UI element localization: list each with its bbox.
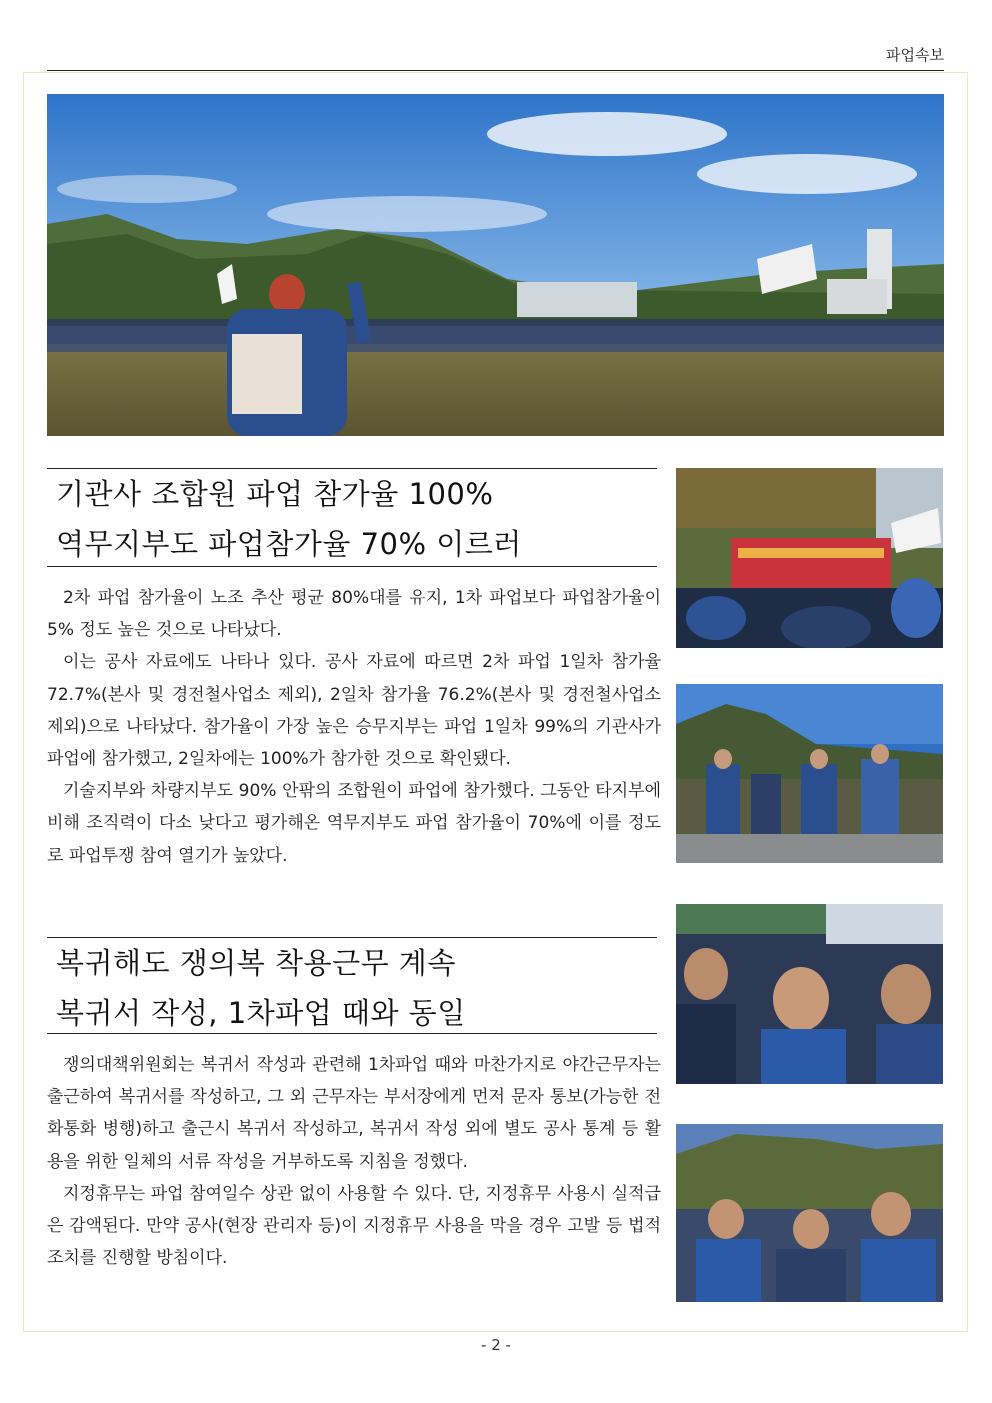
article2-paragraph: 지정휴무는 파업 참여일수 상관 없이 사용할 수 있다. 단, 지정휴무 사용시 실적급은 감액된다. 만약 공사(현장 관리자 등)이 지정휴무 사용을 막을 경우 고발 등 법적 조치를 진행할 방침이다.	[47, 1183, 661, 1269]
crowd-cheering-photo	[676, 904, 943, 1084]
article2-headline-line2: 복귀서 작성, 1차파업 때와 동일	[56, 996, 466, 1030]
page-number: - 2 -	[481, 1336, 511, 1354]
article1-headline	[47, 468, 657, 567]
article2-body	[47, 1049, 661, 1274]
hero-rally-photo	[47, 94, 944, 436]
article1-headline-line2: 역무지부도 파업참가율 70% 이르러	[56, 527, 522, 561]
article1-body	[47, 582, 661, 872]
workers-shouting-photo	[676, 1124, 943, 1302]
article1-paragraph: 이는 공사 자료에도 나타나 있다. 공사 자료에 따르면 2차 파업 1일차 참가율 72.7%(본사 및 경전철사업소 제외), 2일차 참가율 76.2%(본사 및 경전철사업소 제외)으로 나타났다. 참가율이 가장 높은 승무지부는 파업 1일차 99%의 기관사가 파업에 참가했고, 2일차에는 100%가 참가한 것으로 확인됐다.	[47, 652, 661, 770]
workers-chanting-photo	[676, 684, 943, 863]
article1-headline-line1: 기관사 조합원 파업 참가율 100%	[56, 477, 494, 511]
header-rule	[47, 70, 944, 71]
article1-paragraph: 기술지부와 차량지부도 90% 안팎의 조합원이 파업에 참가했다. 그동안 타지부에 비해 조직력이 다소 낮다고 평가해온 역무지부도 파업 참가율이 70%에 이를 정도로 파업투쟁 참여 열기가 높았다.	[47, 781, 661, 866]
article1-paragraph: 2차 파업 참가율이 노조 추산 평균 80%대를 유지, 1차 파업보다 파업참가율이 5% 정도 높은 것으로 나타났다.	[47, 588, 661, 641]
article2-headline-line1: 복귀해도 쟁의복 착용근무 계속	[56, 946, 456, 980]
article2-headline	[47, 937, 657, 1034]
article2-paragraph: 쟁의대책위원회는 복귀서 작성과 관련해 1차파업 때와 마찬가지로 야간근무자는 출근하여 복귀서를 작성하고, 그 외 근무자는 부서장에게 먼저 문자 통보(가능한 전화통화 병행)하고 출근시 복귀서 작성하고, 복귀서 작성 외에 별도 공사 통계 등 활용을 위한 일체의 서류 작성을 거부하도록 지침을 정했다.	[47, 1055, 661, 1172]
section-label: 파업속보	[886, 46, 944, 64]
stage-rally-photo	[676, 468, 943, 648]
